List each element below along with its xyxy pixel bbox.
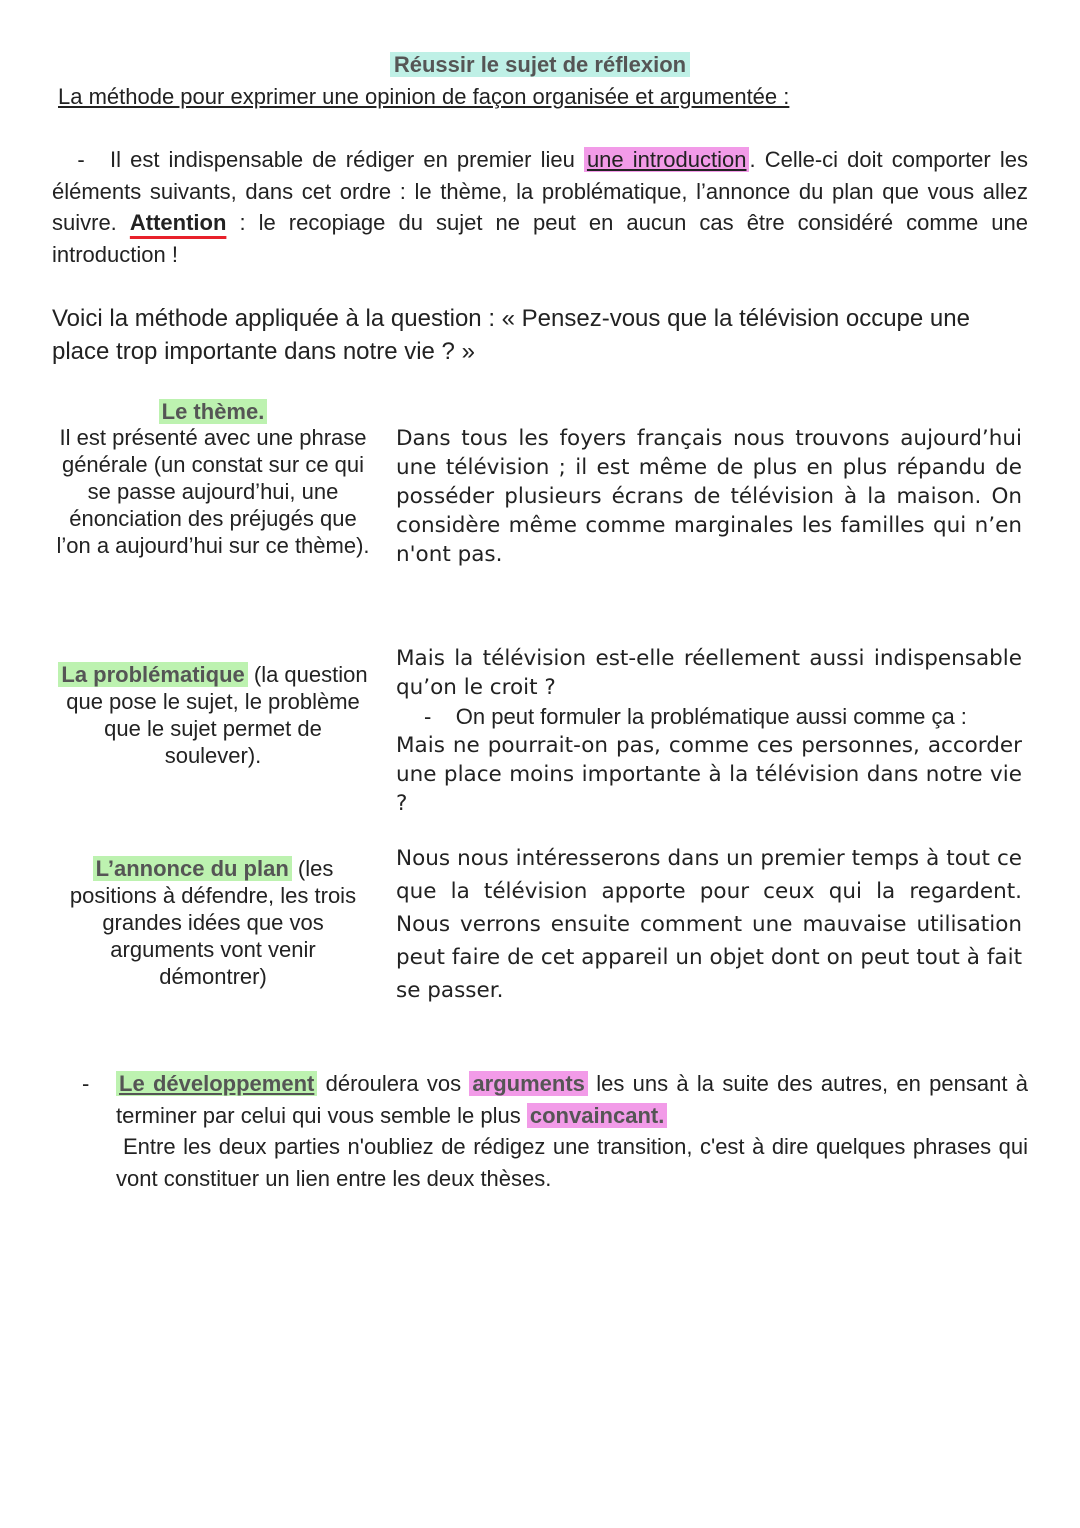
theme-label-block [56,398,370,425]
problematique-example-1: Mais la télévision est-elle réellement aussi indispensable qu’on le croit ? [396,646,1022,700]
development-body [116,1068,1028,1194]
subnote-dash: - [424,704,432,729]
theme-description: Il est présenté avec une phrase générale (un constat sur ce qui se passe aujourd’hui, une énonciation des préjugés que l’on a aujourd’hui sur ce thème). [56,425,370,558]
problematique-description: (la question que pose le sujet, le problème que le sujet permet de soulever). [66,662,368,768]
problematique-subnote [396,702,1022,731]
intro-highlight: une introduction [584,147,750,172]
theme-example-text: Dans tous les foyers français nous trouvons aujourd’hui une télévision ; il est même de plus en plus répandu de posséder plusieurs écrans de télévision à la maison. On considère même comme marginales les familles qui n’en n'ont pas. [396,426,1022,567]
document-title [0,52,1080,78]
bullet-dash: - [77,147,85,172]
intro-text-1: Il est indispensable de rédiger en premier lieu [110,147,584,172]
theme-example [396,424,1022,569]
intro-text-3: : le recopiage du sujet ne peut en aucun cas être considéré comme une introduction ! [52,210,1028,267]
bullet-dash: - [82,1071,90,1096]
problematique-block [56,661,370,769]
problematique-example-2: Mais ne pourrait-on pas, comme ces personnes, accorder une place moins importante à la télévision dans notre vie ? [396,733,1022,816]
development-text-1: déroulera vos [317,1071,470,1096]
development-text-2: les uns à la suite des autres, en pensant à terminer par celui qui vous semble le plus [116,1071,1028,1128]
problematique-label: La problématique [58,662,247,687]
attention-word: Attention [129,210,227,235]
problematique-example [396,644,1022,818]
intro-paragraph [52,144,1028,270]
theme-label: Le thème. [159,399,268,424]
document-subtitle: La méthode pour exprimer une opinion de façon organisée et argumentée : [58,84,790,109]
question-paragraph: Voici la méthode appliquée à la question : « Pensez-vous que la télévision occupe une place trop importante dans notre vie ? » [52,305,970,365]
convaincant-word: convaincant. [527,1103,667,1128]
plan-label: L’annonce du plan [93,856,292,881]
plan-description: (les positions à défendre, les trois grandes idées que vos arguments vont venir démontrer) [69,856,357,989]
transition-text: Entre les deux parties n'oubliez de rédigez une transition, c'est à dire quelques phrases qui vont constituer un lien entre les deux thèses. [116,1134,1028,1191]
development-label: Le développement [116,1071,317,1096]
development-paragraph [52,1068,1028,1194]
plan-example: Nous nous intéresserons dans un premier temps à tout ce que la télévision apporte pour ceux qui la regardent. Nous verrons ensuite comment une mauvaise utilisation peut faire de cet appareil un objet dont on peut tout à fait se passer. [396,846,1022,1003]
title-highlight: Réussir le sujet de réflexion [390,52,690,77]
subnote-text: On peut formuler la problématique aussi comme ça : [455,704,967,729]
plan-block [56,855,370,990]
arguments-word: arguments [469,1071,587,1096]
intro-text-2: . Celle-ci doit comporter les éléments suivants, dans cet ordre : le thème, la problématique, l’annonce du plan que vous allez suivre. [52,147,1028,235]
